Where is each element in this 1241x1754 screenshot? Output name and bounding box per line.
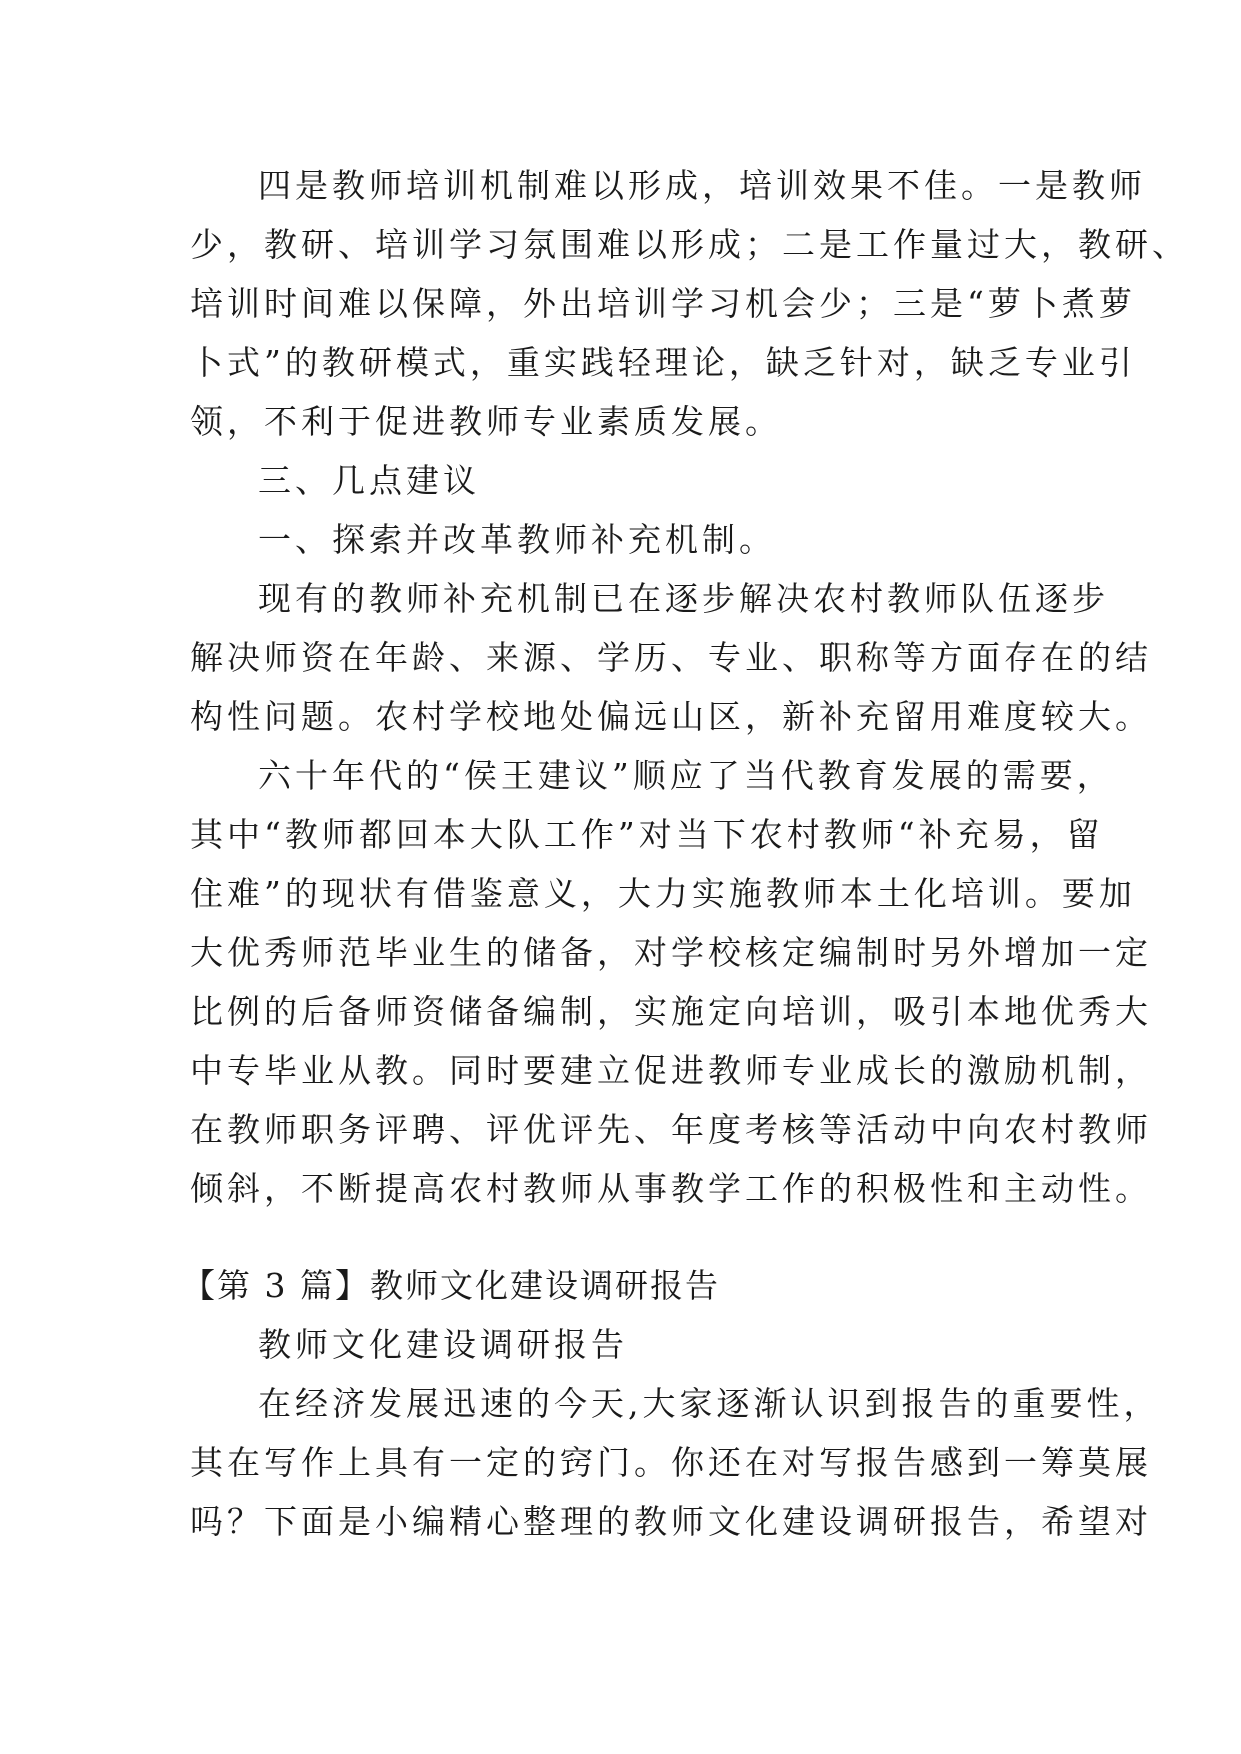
paragraph-line: 培训时间难以保障，外出培训学习机会少；三是“萝卜煮萝 — [190, 284, 1136, 323]
paragraph-line: 比例的后备师资储备编制，实施定向培训，吸引本地优秀大 — [190, 992, 1152, 1031]
paragraph-line: 在经济发展迅速的今天,大家逐渐认识到报告的重要性， — [258, 1384, 1161, 1423]
paragraph-line: 解决师资在年龄、来源、学历、专业、职称等方面存在的结 — [190, 638, 1152, 677]
article-heading: 【第 3 篇】教师文化建设调研报告 — [182, 1266, 720, 1305]
paragraph-line: 在教师职务评聘、评优评先、年度考核等活动中向农村教师 — [190, 1110, 1152, 1149]
paragraph-line: 中专毕业从教。同时要建立促进教师专业成长的激励机制， — [190, 1051, 1152, 1090]
paragraph-line: 住难”的现状有借鉴意义，大力实施教师本土化培训。要加 — [190, 874, 1136, 913]
paragraph-line: 其在写作上具有一定的窍门。你还在对写报告感到一筹莫展 — [190, 1443, 1152, 1482]
article-title: 教师文化建设调研报告 — [258, 1325, 628, 1364]
paragraph-line: 其中“教师都回本大队工作”对当下农村教师“补充易，留 — [190, 815, 1104, 854]
subsection-heading: 一、探索并改革教师补充机制。 — [258, 520, 776, 559]
paragraph-line: 六十年代的“侯王建议”顺应了当代教育发展的需要， — [258, 756, 1114, 795]
section-heading: 三、几点建议 — [258, 461, 480, 500]
paragraph-line: 卜式”的教研模式，重实践轻理论，缺乏针对，缺乏专业引 — [190, 343, 1136, 382]
paragraph-line: 领，不利于促进教师专业素质发展。 — [190, 402, 782, 441]
paragraph-line: 少，教研、培训学习氛围难以形成；二是工作量过大，教研、 — [190, 225, 1189, 264]
paragraph-line: 构性问题。农村学校地处偏远山区，新补充留用难度较大。 — [190, 697, 1152, 736]
paragraph-line: 四是教师培训机制难以形成，培训效果不佳。一是教师 — [258, 166, 1146, 205]
paragraph-line: 吗？下面是小编精心整理的教师文化建设调研报告，希望对 — [190, 1502, 1152, 1541]
paragraph-line: 现有的教师补充机制已在逐步解决农村教师队伍逐步 — [258, 579, 1109, 618]
paragraph-line: 倾斜，不断提高农村教师从事教学工作的积极性和主动性。 — [190, 1169, 1152, 1208]
paragraph-line: 大优秀师范毕业生的储备，对学校核定编制时另外增加一定 — [190, 933, 1152, 972]
